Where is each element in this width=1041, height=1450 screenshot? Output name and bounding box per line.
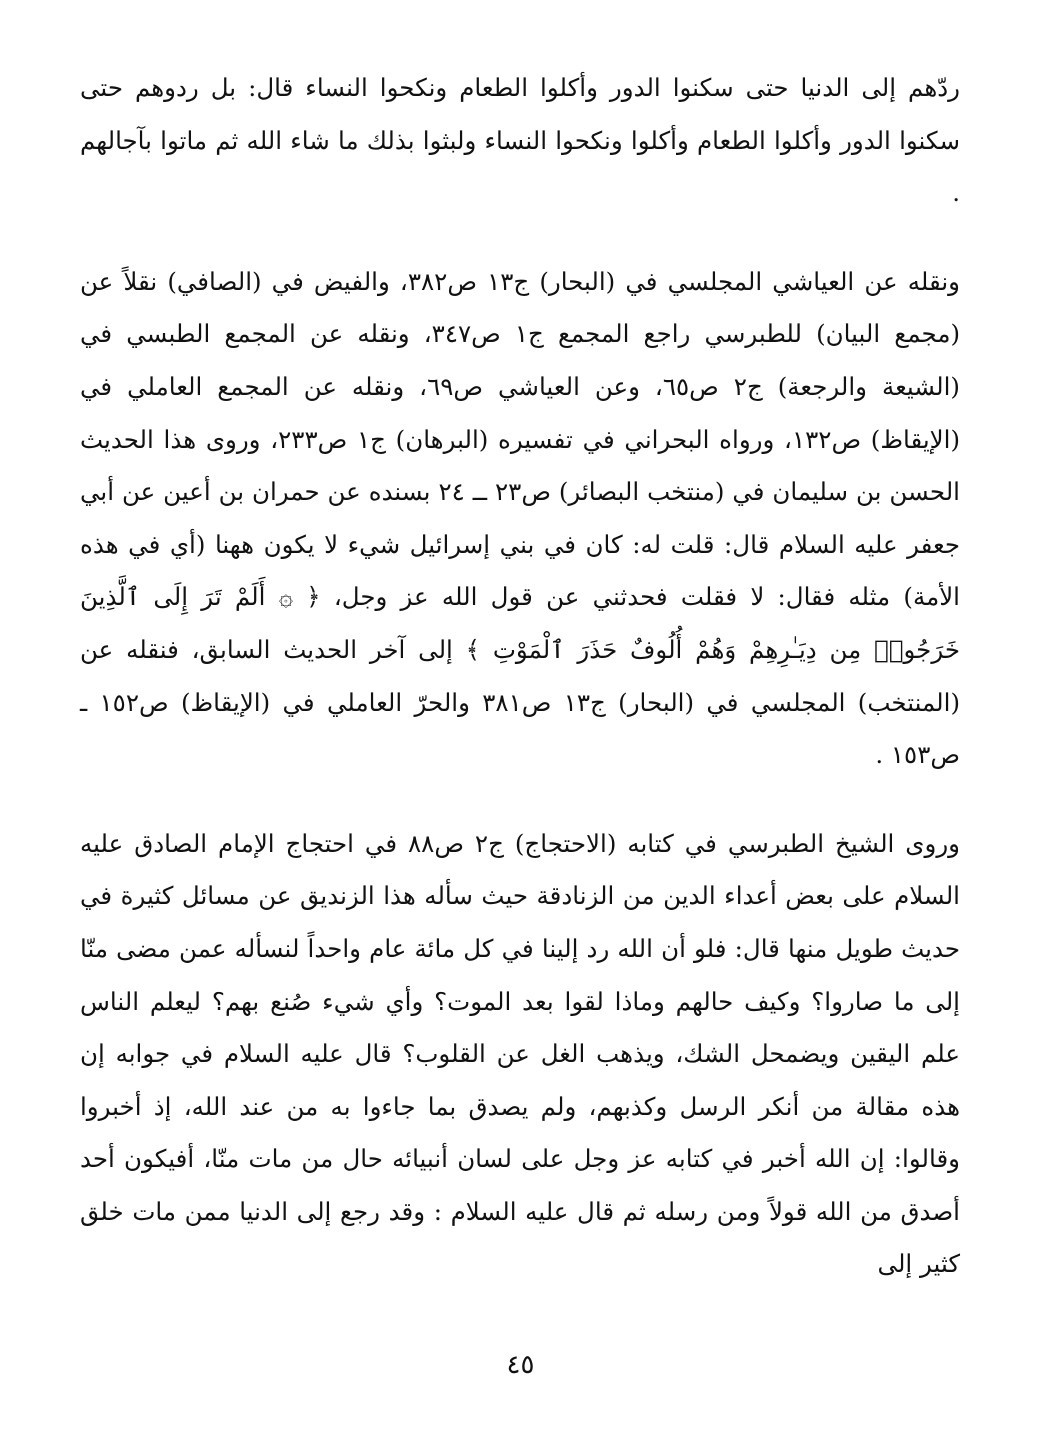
- page-body: [80, 62, 960, 1291]
- paragraph-2: ونقله عن العياشي المجلسي في (البحار) ج١٣ ص٣٨٢، والفيض في (الصافي) نقلاً عن (مجمع البيان) للطبرسي راجع المجمع ج١ ص٣٤٧، ونقله عن المجمع الطبسي في (الشيعة والرجعة) ج٢ ص٦٥، وعن العياشي ص٦٩، ونقله عن المجمع العاملي في (الإيقاظ) ص١٣٢، ورواه البحراني في تفسيره (البرهان) ج١ ص٢٣٣، وروى هذا الحديث الحسن بن سليمان في (منتخب البصائر) ص٢٣ ــ ٢٤ بسنده عن حمران بن أعين عن أبي جعفر عليه السلام قال: قلت له: كان في بني إسرائيل شيء لا يكون ههنا (أي في هذه الأمة) مثله فقال: لا فقلت فحدثني عن قول الله عز وجل، ﴿ ۞ أَلَمْ تَرَ إِلَى ٱلَّذِينَ خَرَجُوا۟ مِن دِيَـٰرِهِمْ وَهُمْ أُلُوفٌ حَذَرَ ٱلْمَوْتِ ﴾ إلى آخر الحديث السابق، فنقله عن (المنتخب) المجلسي في (البحار) ج١٣ ص٣٨١ والحرّ العاملي في (الإيقاظ) ص١٥٢ ـ ص١٥٣ .: [80, 266, 961, 770]
- paragraph-3: وروى الشيخ الطبرسي في كتابه (الاحتجاج) ج٢ ص٨٨ في احتجاج الإمام الصادق عليه السلام على بعض أعداء الدين من الزنادقة حيث سأله هذا الزنديق عن مسائل كثيرة في حديث طويل منها قال: فلو أن الله رد إلينا في كل مائة عام واحداً لنسأله عمن مضى منّا إلى ما صاروا؟ وكيف حالهم وماذا لقوا بعد الموت؟ وأي شيء صُنع بهم؟ ليعلم الناس علم اليقين ويضمحل الشك، ويذهب الغل عن القلوب؟ قال عليه السلام في جوابه إن هذه مقالة من أنكر الرسل وكذبهم، ولم يصدق بما جاءوا به من عند الله، إذ أخبروا وقالوا: إن الله أخبر في كتابه عز وجل على لسان أنبيائه حال من مات منّا، أفيكون أحد أصدق من الله قولاً ومن رسله ثم قال عليه السلام : وقد رجع إلى الدنيا ممن مات خلق كثير إلى: [80, 828, 960, 1279]
- page-number: ٤٥: [506, 1350, 535, 1380]
- paragraph-1: ردّهم إلى الدنيا حتى سكنوا الدور وأكلوا الطعام ونكحوا النساء قال: بل ردوهم حتى سكنوا الدور وأكلوا الطعام وأكلوا ونكحوا النساء ولبثوا بذلك ما شاء الله ثم ماتوا بآجالهم .: [80, 73, 960, 208]
